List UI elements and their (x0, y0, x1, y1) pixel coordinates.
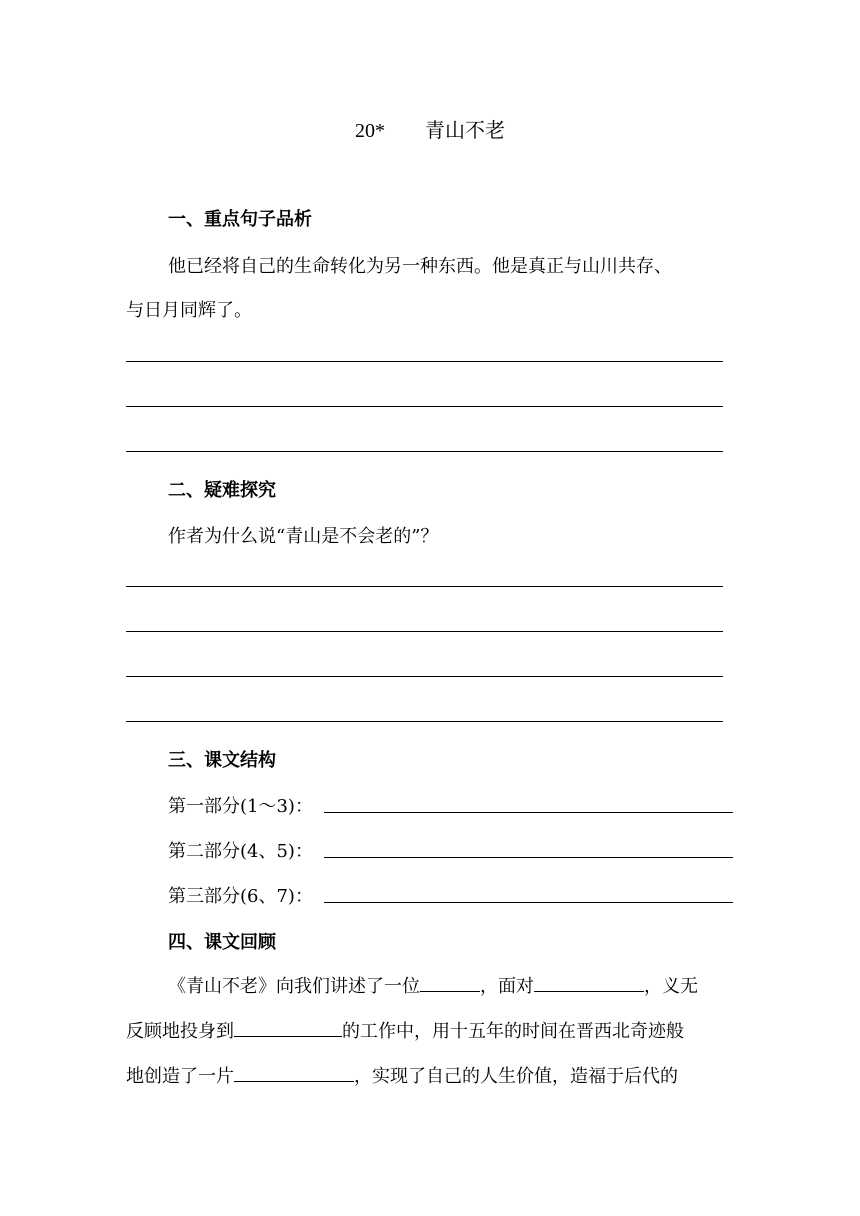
section2-question: 作者为什么说“青山是不会老的”？ (168, 526, 439, 547)
section3-heading: 三、课文结构 (168, 750, 276, 771)
fill-blank[interactable] (234, 1063, 354, 1082)
fill-blank[interactable] (234, 1018, 342, 1037)
review-line3 (126, 1062, 678, 1088)
lesson-title: 青山不老 (425, 118, 505, 142)
answer-line[interactable] (126, 586, 723, 587)
lesson-number: 20* (355, 120, 385, 142)
structure-part3-blank[interactable] (324, 902, 733, 903)
structure-part2-blank[interactable] (324, 857, 733, 858)
fill-blank[interactable] (534, 973, 644, 992)
review-text: 的工作中，用十五年的时间在晋西北奇迹般 (342, 1021, 684, 1042)
structure-part2-label: 第二部分(4、5)： (168, 841, 313, 862)
section1-sentence-line2: 与日月同辉了。 (126, 300, 252, 321)
section1-sentence-line1: 他已经将自己的生命转化为另一种东西。他是真正与山川共存、 (168, 256, 672, 277)
structure-part1-blank[interactable] (324, 812, 733, 813)
section4-heading: 四、课文回顾 (168, 932, 276, 953)
fill-blank[interactable] (420, 973, 480, 992)
review-text: ，义无 (644, 976, 698, 997)
answer-line[interactable] (126, 361, 723, 362)
structure-part1-label: 第一部分(1～3)： (168, 796, 313, 817)
review-text: 地创造了一片 (126, 1066, 234, 1087)
review-text: ，实现了自己的人生价值，造福于后代的 (354, 1066, 678, 1087)
review-text: 反顾地投身到 (126, 1021, 234, 1042)
answer-line[interactable] (126, 721, 723, 722)
answer-line[interactable] (126, 631, 723, 632)
review-line1 (168, 972, 698, 998)
review-line2 (126, 1017, 684, 1043)
answer-line[interactable] (126, 451, 723, 452)
answer-line[interactable] (126, 406, 723, 407)
page-title (0, 114, 860, 143)
review-text: ，面对 (480, 976, 534, 997)
review-text: 《青山不老》向我们讲述了一位 (168, 976, 420, 997)
answer-line[interactable] (126, 676, 723, 677)
section1-heading: 一、重点句子品析 (168, 209, 312, 230)
structure-part3-label: 第三部分(6、7)： (168, 886, 313, 907)
section2-heading: 二、疑难探究 (168, 480, 276, 501)
